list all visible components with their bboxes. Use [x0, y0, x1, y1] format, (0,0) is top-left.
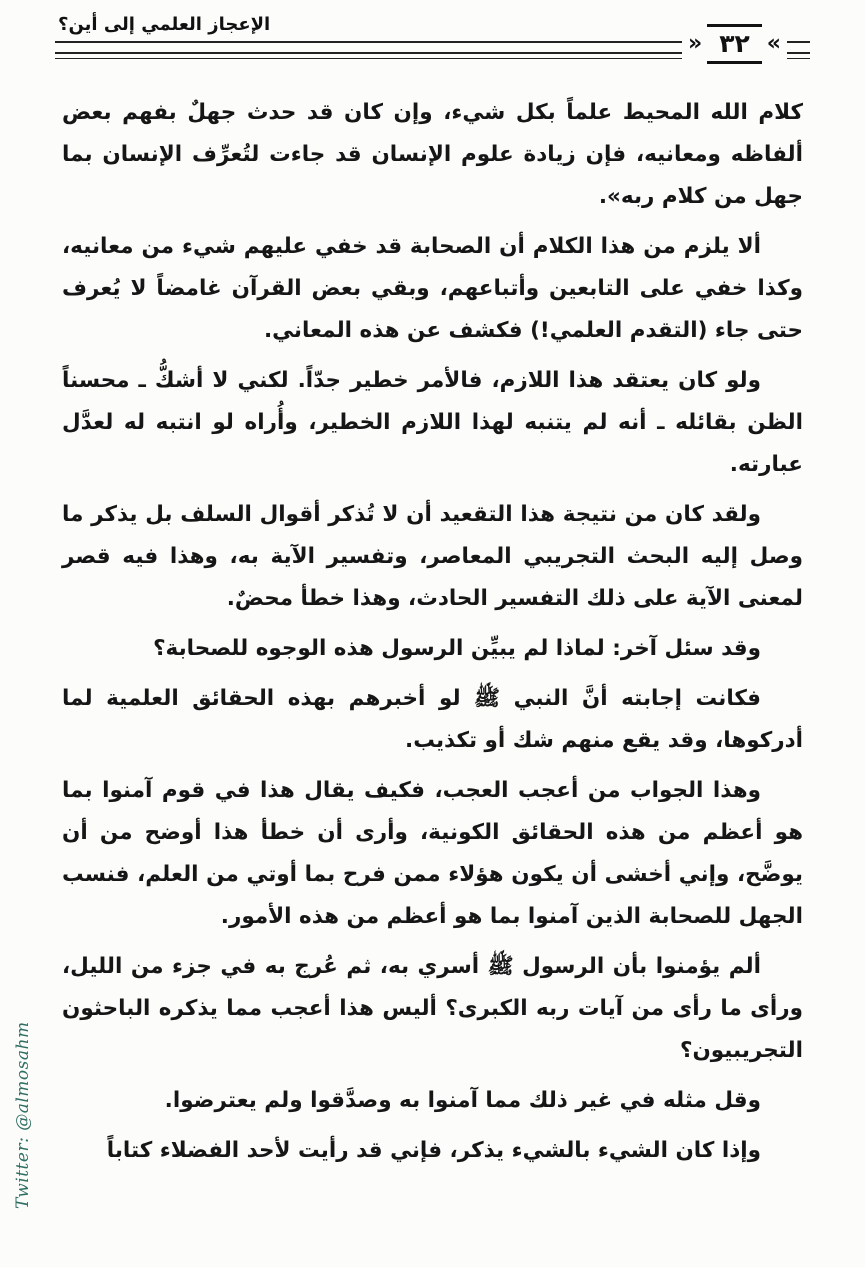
page-body [62, 92, 803, 1180]
ornament-left-icon: » [688, 31, 703, 56]
paragraph: وقل مثله في غير ذلك مما آمنوا به وصدَّقوا ولم يعترضوا. [164, 1088, 761, 1113]
paragraph: وإذا كان الشيء بالشيء يذكر، فإني قد رأيت لأحد الفضلاء كتاباً [106, 1138, 761, 1163]
paragraph: وقد سئل آخر: لماذا لم يبيِّن الرسول هذه الوجوه للصحابة؟ [153, 636, 761, 661]
page-number-badge [682, 24, 787, 64]
paragraph: ولو كان يعتقد هذا اللازم، فالأمر خطير جدّاً. لكني لا أشكُّ ـ محسناً الظن بقائله ـ أنه لم يتنبه لهذا اللازم الخطير، وأُراه لو انتبه له لعدَّل عبارته. [62, 368, 803, 477]
page-header [0, 0, 865, 80]
watermark: Twitter: @almosahm [13, 1021, 33, 1209]
paragraph: ألم يؤمنوا بأن الرسول ﷺ أسري به، ثم عُرج به في جزء من الليل، ورأى ما رأى من آيات ربه الكبرى؟ أليس هذا أعجب مما يذكره الباحثون التجريبيون؟ [62, 954, 803, 1063]
ornament-right-icon: « [766, 31, 781, 56]
paragraph: ألا يلزم من هذا الكلام أن الصحابة قد خفي عليهم شيء من معانيه، وكذا خفي على التابعين وأتباعهم، وبقي بعض القرآن غامضاً لا يُعرف حتى جاء (التقدم العلمي!) فكشف عن هذه المعاني. [62, 234, 803, 343]
book-title: الإعجاز العلمي إلى أين؟ [58, 14, 271, 35]
page-number: ٣٢ [707, 24, 762, 64]
paragraph: كلام الله المحيط علماً بكل شيء، وإن كان قد حدث جهلٌ بفهم بعض ألفاظه ومعانيه، فإن زيادة علوم الإنسان قد جاءت لتُعرِّف الإنسان بما جهل من كلام ربه». [62, 100, 803, 209]
paragraph: فكانت إجابته أنَّ النبي ﷺ لو أخبرهم بهذه الحقائق العلمية لما أدركوها، وقد يقع منهم شك أو تكذيب. [62, 686, 803, 753]
paragraph: ولقد كان من نتيجة هذا التقعيد أن لا تُذكر أقوال السلف بل يذكر ما وصل إليه البحث التجريبي المعاصر، وتفسير الآية به، وهذا فيه قصر لمعنى الآية على ذلك التفسير الحادث، وهذا خطأ محضٌ. [62, 502, 803, 611]
paragraph: وهذا الجواب من أعجب العجب، فكيف يقال هذا في قوم آمنوا بما هو أعظم من هذه الحقائق الكونية، وأرى أن خطأ هذا أوضح من أن يوضَّح، وإني أخشى أن يكون هؤلاء ممن فرح بما أوتي من العلم، فنسب الجهل للصحابة الذين آمنوا بما هو أعظم من هذه الأمور. [62, 778, 803, 929]
